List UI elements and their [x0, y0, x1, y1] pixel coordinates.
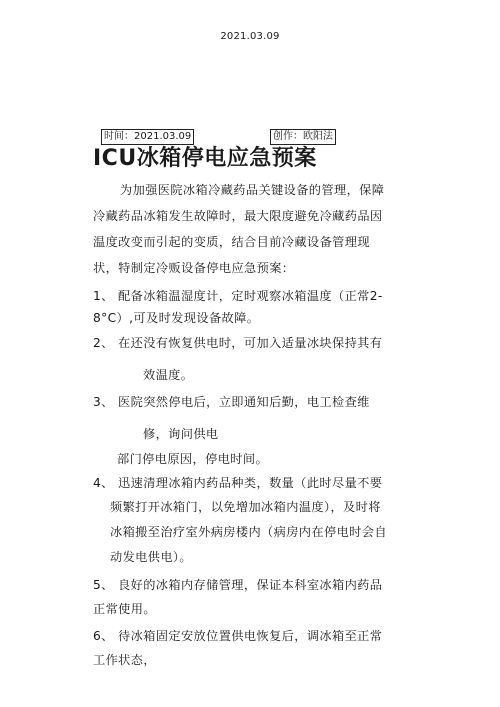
list-item-line: 2、 在还没有恢复供电时，可加入适量冰块保持其有	[93, 336, 383, 350]
list-item-line: 4、 迅速清理冰箱内药品种类，数量（此时尽量不要	[93, 476, 383, 490]
list-item-line: 冰箱搬至治疗室外病房楼内（病房内在停电时会自	[110, 525, 387, 539]
list-item-line: 3、 医院突然停电后，立即通知后勤，电工检查维	[93, 395, 370, 409]
list-item-line: 5、 良好的冰箱内存储管理，保证本科室冰箱内药品	[93, 578, 383, 592]
list-item-line: 部门停电原因，停电时间。	[117, 452, 269, 466]
list-item-line: 工作状态，	[93, 653, 156, 667]
intro-line: 冷藏药品冰箱发生故障时，最大限度避免冷藏药品因	[93, 209, 383, 223]
list-item-line: 6、 待冰箱固定安放位置供电恢复后，调冰箱至正常	[93, 629, 383, 643]
list-item-line: 修，询问供电	[143, 427, 219, 441]
list-item-line: 效温度。	[143, 368, 194, 382]
header-date: 2021.03.09	[220, 31, 280, 42]
intro-line: 温度改变而引起的变质，结合目前冷藏设备管理现	[93, 235, 370, 249]
meta-author: 创作：欧阳法	[270, 129, 336, 145]
list-item-line: 8°C）,可及时发现设备故障。	[93, 311, 260, 325]
document-title: ICU冰箱停电应急预案	[93, 146, 317, 171]
list-item-line: 1、 配备冰箱温湿度计，定时观察冰箱温度（正常2-	[93, 289, 383, 303]
meta-time: 时间：2021.03.09	[101, 129, 194, 145]
list-item-line: 频繁打开冰箱门，以免增加冰箱内温度），及时将	[110, 500, 381, 514]
intro-line: 为加强医院冰箱冷藏药品关键设备的管理，保障	[120, 183, 385, 197]
list-item-line: 动发电供电）。	[110, 550, 193, 564]
list-item-line: 正常使用。	[93, 602, 156, 616]
intro-line: 状，特制定冷贩设备停电应急预案：	[93, 261, 295, 275]
